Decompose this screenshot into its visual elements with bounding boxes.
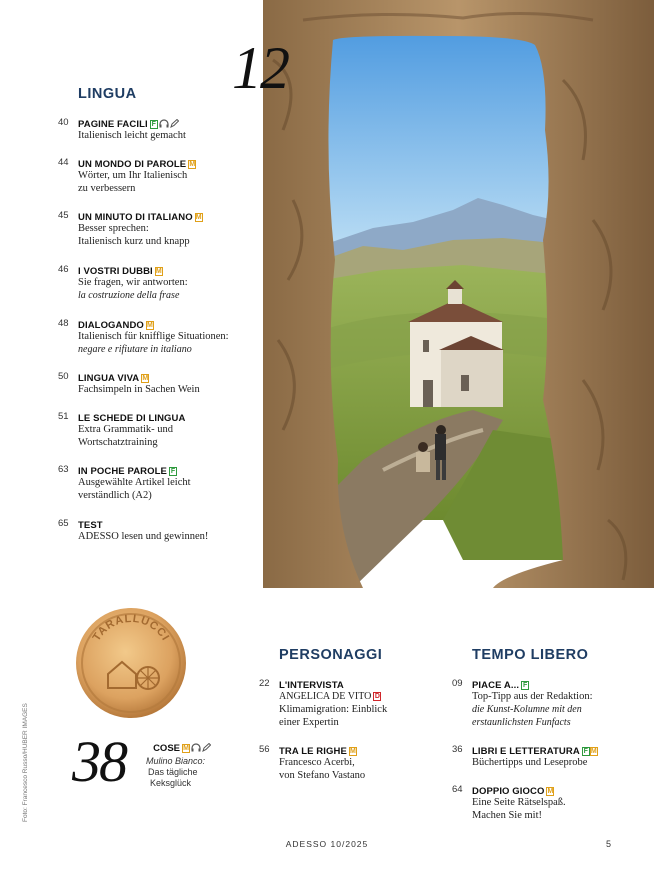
entry-description: Sie fragen, wir antworten: — [78, 277, 188, 288]
entry-description: Italienisch kurz und knapp — [78, 236, 190, 247]
entry-title: LE SCHEDE DI LINGUA — [78, 413, 186, 424]
headphones-icon — [159, 119, 169, 128]
entry-title: UN MINUTO DI ITALIANO — [78, 212, 193, 223]
level-badge-m: M — [183, 745, 189, 752]
entry-title: IN POCHE PAROLE — [78, 466, 167, 477]
entry-description: Fachsimpeln in Sachen Wein — [78, 384, 200, 395]
level-badge-m: M — [195, 214, 202, 221]
entry-description: zu verbessern — [78, 183, 136, 194]
entry-page: 22 — [259, 678, 270, 689]
entry-description: einer Expertin — [279, 717, 339, 728]
pencil-icon — [170, 119, 179, 128]
entry-description: die Kunst-Kolumne mit den — [472, 704, 582, 715]
entry-title: UN MONDO DI PAROLE — [78, 159, 187, 170]
entry-title: DIALOGANDO — [78, 320, 144, 331]
level-badge-m: M — [590, 748, 597, 755]
entry-page: 64 — [452, 784, 463, 795]
level-badge-f: F — [522, 682, 528, 689]
headphones-icon — [191, 743, 201, 752]
entry-page: 36 — [452, 744, 463, 755]
entry-description: negare e rifiutare in italiano — [78, 344, 192, 355]
cose-page-number: 38 — [72, 729, 126, 794]
entry-page: 40 — [58, 117, 69, 128]
entry-title: I VOSTRI DUBBI — [78, 266, 153, 277]
section-title-tempo-libero: TEMPO LIBERO — [472, 647, 589, 663]
cose-teaser[interactable] — [138, 738, 238, 789]
entry-title: TRA LE RIGHE — [279, 746, 347, 757]
entry-description: ADESSO lesen und gewinnen! — [78, 531, 209, 542]
level-badge-m: M — [142, 375, 149, 382]
cose-title: COSE — [153, 743, 180, 754]
entry-title: TEST — [78, 520, 103, 531]
section-title-lingua: LINGUA — [78, 86, 137, 102]
entry-description: Klimamigration: Einblick — [279, 704, 388, 715]
level-badge-f: F — [170, 468, 176, 475]
entry-page: 50 — [58, 371, 69, 382]
entry-page: 09 — [452, 678, 463, 689]
entry-page: 63 — [58, 464, 69, 475]
entry-title: LINGUA VIVA — [78, 373, 140, 384]
entry-description: Büchertipps und Leseprobe — [472, 757, 588, 768]
entry-description: Italienisch leicht gemacht — [78, 130, 186, 141]
level-badge-m: M — [547, 788, 554, 795]
entry-description: la costruzione della frase — [78, 290, 180, 301]
cose-description: Das tägliche — [148, 767, 198, 777]
level-badge-d: D — [374, 693, 380, 700]
entry-description: von Stefano Vastano — [279, 770, 366, 781]
entry-description: verständlich (A2) — [78, 490, 152, 501]
level-badge-m: M — [147, 322, 153, 329]
entry-title: PIACE A... — [472, 680, 520, 691]
entry-page: 48 — [58, 318, 69, 329]
entry-description: Italienisch für knifflige Situationen: — [78, 331, 229, 342]
cookie-embossed-text: TARALLUCCI — [90, 612, 172, 644]
pencil-icon — [202, 743, 211, 752]
cose-description: Mulino Bianco: — [146, 756, 206, 766]
entry-description: Francesco Acerbi, — [279, 757, 355, 768]
section-title-personaggi: PERSONAGGI — [279, 647, 383, 663]
level-badge-m: M — [155, 268, 162, 275]
entry-page: 51 — [58, 411, 69, 422]
entry-description — [279, 690, 479, 703]
entry-description: erstaunlichsten Funfacts — [472, 717, 571, 728]
entry-description: Top-Tipp aus der Redaktion: — [472, 691, 593, 702]
entry-description: Eine Seite Rätselspaß. — [472, 797, 566, 808]
entry-title: DOPPIO GIOCO — [472, 786, 545, 797]
level-badge-f: F — [151, 121, 156, 128]
level-badge-m: M — [189, 161, 196, 168]
interviewee-name: ANGELICA DE VITO — [279, 691, 372, 702]
entry-title: L'INTERVISTA — [279, 680, 344, 691]
entry-description: Extra Grammatik- und — [78, 424, 174, 435]
cose-description: Keksglück — [150, 778, 192, 788]
entry-description: Wörter, um Ihr Italienisch — [78, 170, 188, 181]
level-badge-m: M — [349, 748, 356, 755]
entry-page: 46 — [58, 264, 69, 275]
entry-description: Machen Sie mit! — [472, 810, 542, 821]
footer-page-number: 5 — [606, 839, 612, 849]
level-badge-f: F — [583, 748, 588, 755]
photo-credit: Foto: Francesco Russo/HUBER IMAGES — [22, 703, 29, 822]
entry-page: 45 — [58, 210, 69, 221]
entry-description: Ausgewählte Artikel leicht — [78, 477, 191, 488]
entry-page: 44 — [58, 157, 69, 168]
entry-title: PAGINE FACILI — [78, 119, 148, 130]
entry-title: LIBRI E LETTERATURA — [472, 746, 580, 757]
big-page-number: 12 — [232, 35, 288, 101]
footer-magazine-issue: ADESSO 10/2025 — [285, 839, 369, 849]
entry-description: Besser sprechen: — [78, 223, 149, 234]
entry-page: 56 — [259, 744, 270, 755]
entry-page: 65 — [58, 518, 69, 529]
tarallucci-cookie-image — [72, 604, 190, 722]
entry-description: Wortschatztraining — [78, 437, 158, 448]
hero-photo — [263, 0, 654, 588]
